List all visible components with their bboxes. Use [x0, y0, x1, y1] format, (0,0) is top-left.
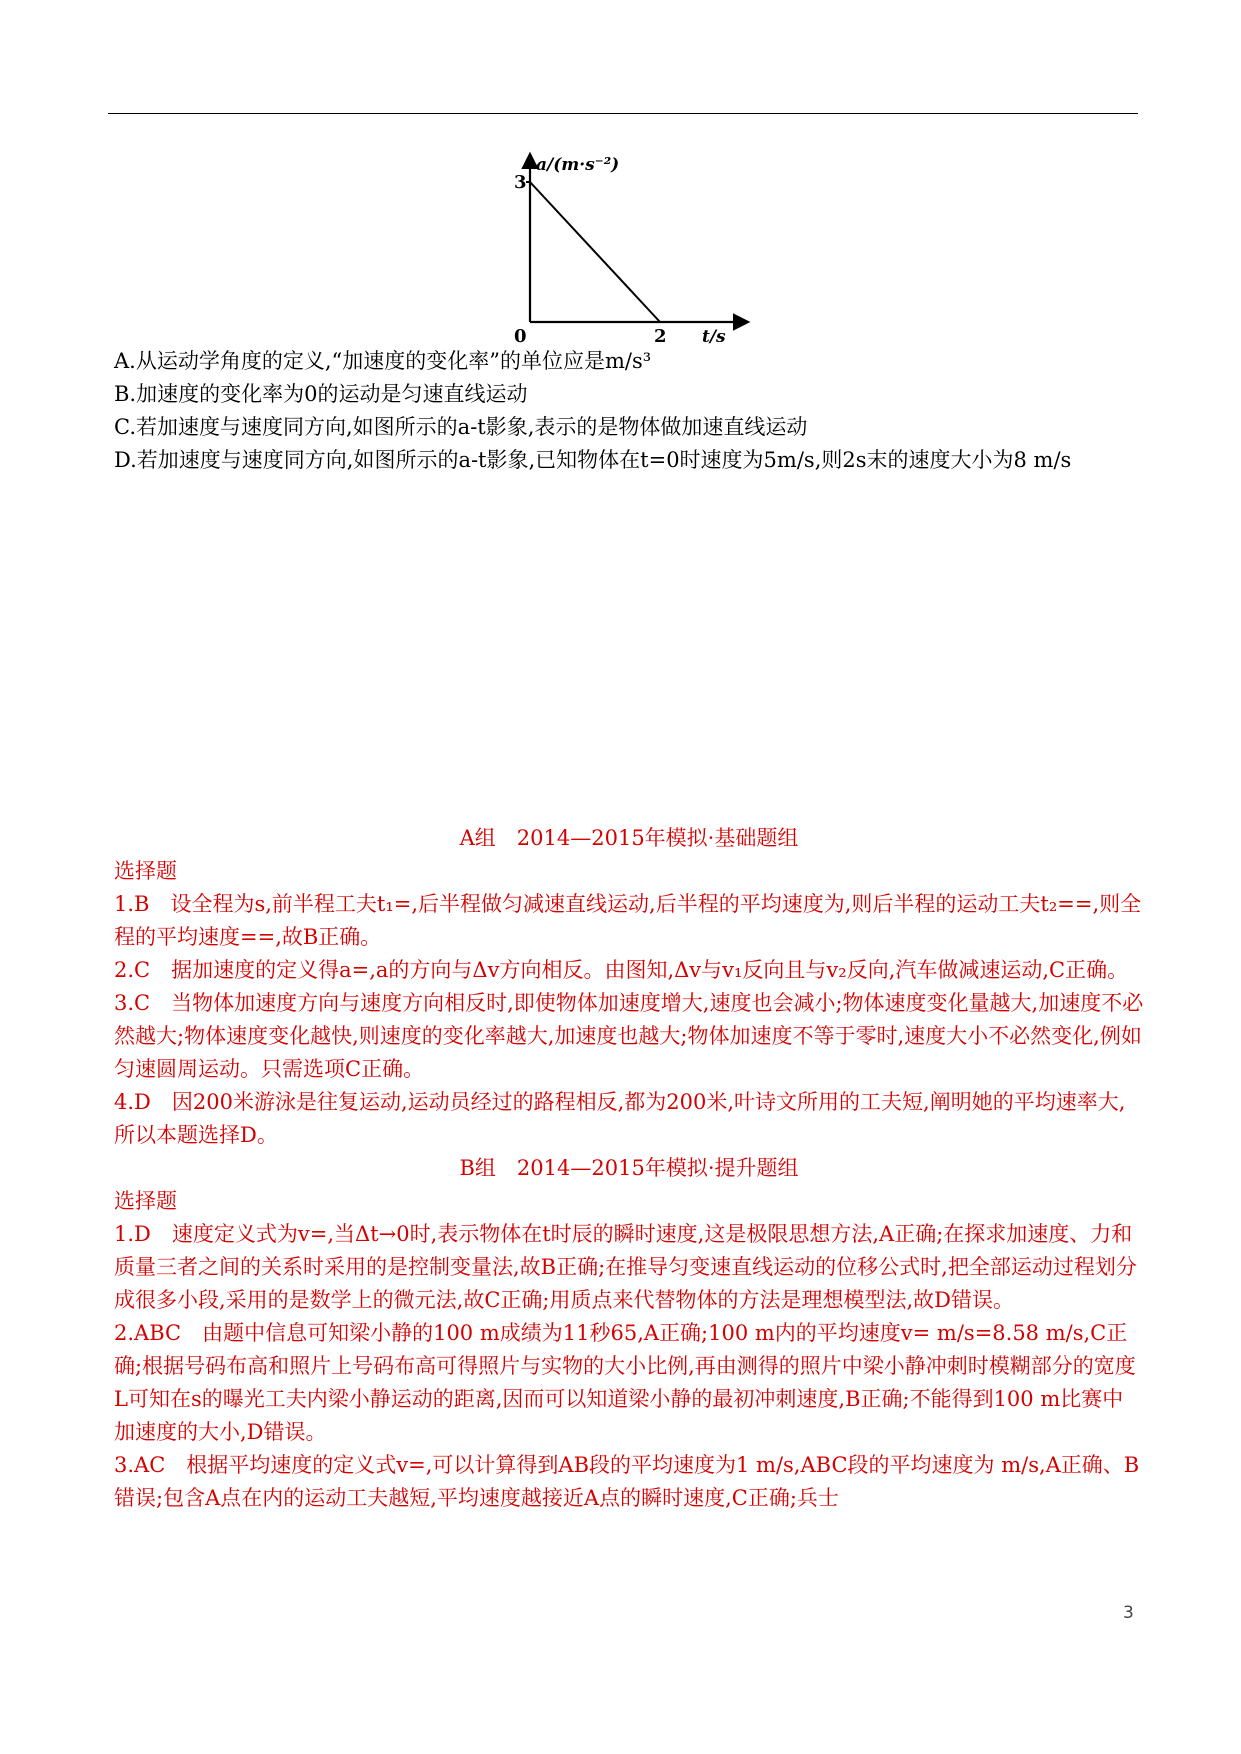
- series-line: [530, 182, 660, 322]
- option-c: C.若加速度与速度同方向,如图所示的a-t影象,表示的是物体做加速直线运动: [114, 415, 808, 439]
- question-options: [114, 345, 1144, 477]
- option-a: A.从运动学角度的定义,“加速度的变化率”的单位应是m/s³: [114, 349, 652, 373]
- group-a-title: A组 2014—2015年模拟·基础题组: [459, 826, 799, 850]
- option-b: B.加速度的变化率为0的运动是匀速直线运动: [114, 382, 528, 406]
- y-tick-label: 3: [514, 172, 527, 193]
- y-axis-label: a/(m·s⁻²): [536, 155, 620, 175]
- page-number: 3: [1123, 1603, 1134, 1623]
- group-a-type: 选择题: [114, 859, 177, 883]
- x-axis-label: t/s: [702, 327, 726, 347]
- group-a-answer-4: 4.D 因200米游泳是往复运动,运动员经过的路程相反,都为200米,叶诗文所用的工夫短,阐明她的平均速率大,所以本题选择D。: [114, 1090, 1126, 1147]
- group-b-type: 选择题: [114, 1189, 177, 1213]
- group-a-answer-2: 2.C 据加速度的定义得a=,a的方向与Δv方向相反。由图知,Δv与v₁反向且与v₂反向,汽车做减速运动,C正确。: [114, 958, 1129, 982]
- x-tick-label: 2: [654, 326, 667, 347]
- group-a-section: [114, 822, 1144, 1515]
- group-b-answer-3: 3.AC 根据平均速度的定义式v=,可以计算得到AB段的平均速度为1 m/s,ABC段的平均速度为 m/s,A正确、B错误;包含A点在内的运动工夫越短,平均速度越接近A点的瞬时速度,C正确;兵士: [114, 1453, 1140, 1510]
- group-b-answer-2: 2.ABC 由题中信息可知梁小静的100 m成绩为11秒65,A正确;100 m内的平均速度v= m/s=8.58 m/s,C正确;根据号码布高和照片上号码布高可得照片与实物的大小比例,再由测得的照片中梁小静冲刺时模糊部分的宽度L可知在s的曝光工夫内梁小静运动的距离,因而可以知道梁小静的最初冲刺速度,B正确;不能得到100 m比赛中加速度的大小,D错误。: [114, 1321, 1136, 1444]
- origin-label: 0: [514, 326, 527, 347]
- group-a-answer-1: 1.B 设全程为s,前半程工夫t₁=,后半程做匀减速直线运动,后半程的平均速度为,则后半程的运动工夫t₂==,则全程的平均速度==,故B正确。: [114, 892, 1142, 949]
- option-d: D.若加速度与速度同方向,如图所示的a-t影象,已知物体在t=0时速度为5m/s,则2s末的速度大小为8 m/s: [114, 448, 1072, 472]
- a-t-chart: [500, 150, 760, 350]
- group-b-answer-1: 1.D 速度定义式为v=,当Δt→0时,表示物体在t时辰的瞬时速度,这是极限思想方法,A正确;在探求加速度、力和质量三者之间的关系时采用的是控制变量法,故B正确;在推导匀变速直线运动的位移公式时,把全部运动过程划分成很多小段,采用的是数学上的微元法,故C正确;用质点来代替物体的方法是理想模型法,故D错误。: [114, 1222, 1137, 1312]
- group-a-answer-3: 3.C 当物体加速度方向与速度方向相反时,即使物体加速度增大,速度也会减小;物体速度变化量越大,加速度不必然越大;物体速度变化越快,则速度的变化率越大,加速度也越大;物体加速度不等于零时,速度大小不必然变化,例如匀速圆周运动。只需选项C正确。: [114, 991, 1144, 1081]
- group-b-title: B组 2014—2015年模拟·提升题组: [459, 1156, 799, 1180]
- header-rule: [108, 113, 1138, 114]
